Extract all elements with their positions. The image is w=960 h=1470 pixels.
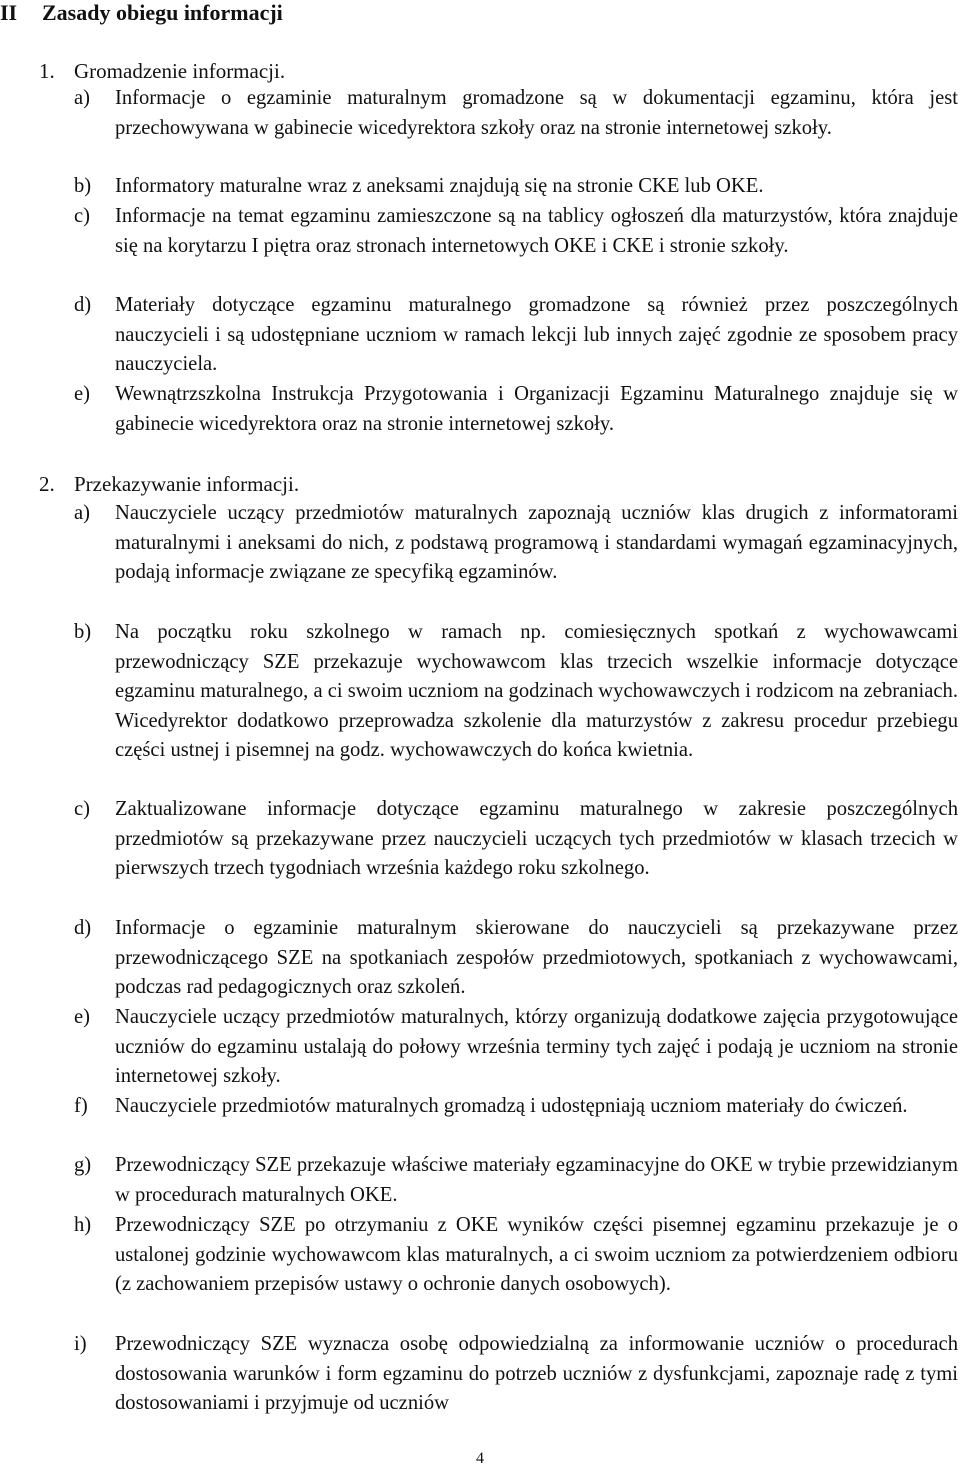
list-item <box>74 1211 958 1300</box>
list-item <box>74 1151 958 1210</box>
item-letter: d) <box>74 294 92 316</box>
list-item <box>74 172 958 202</box>
chapter-number: II <box>0 0 18 25</box>
list-item <box>74 291 958 380</box>
item-letter: e) <box>74 1006 90 1028</box>
item-letter: h) <box>74 1214 92 1236</box>
item-letter: b) <box>74 621 92 643</box>
list-item <box>74 618 958 766</box>
item-text: Informacje o egzaminie maturalnym gromadzone są w dokumentacji egzaminu, która jest przechowywana w gabinecie wicedyrektora szkoły oraz na stronie internetowej szkoły. <box>115 87 958 139</box>
list-item <box>74 1003 958 1092</box>
section-title: Przekazywanie informacji. <box>74 472 300 496</box>
list-item <box>74 1092 958 1122</box>
chapter-heading <box>0 0 283 26</box>
section-number: 1. <box>39 59 55 83</box>
item-text: Przewodniczący SZE wyznacza osobę odpowiedzialną za informowanie uczniów o procedurach dostosowania warunków i form egzaminu do potrzeb uczniów z dysfunkcjami, zapoznaje radę z tymi dostosowaniami i przyjmuje od uczniów <box>115 1333 958 1414</box>
item-letter: g) <box>74 1154 92 1176</box>
item-letter: e) <box>74 383 90 405</box>
item-letter: i) <box>74 1333 87 1355</box>
item-text: Przewodniczący SZE po otrzymaniu z OKE wyników części pisemnej egzaminu przekazuje je o ustalonej godzinie wychowawcom klas maturalnych, a ci swoim uczniom za potwierdzeniem odbioru (z zachowaniem przepisów ustawy o ochronie danych osobowych). <box>115 1214 958 1295</box>
list-item <box>74 914 958 1003</box>
item-text: Wewnątrzszkolna Instrukcja Przygotowania i Organizacji Egzaminu Maturalnego znajduje się w gabinecie wicedyrektora oraz na stronie internetowej szkoły. <box>115 383 958 435</box>
list-item <box>74 202 958 261</box>
item-letter: f) <box>74 1095 88 1117</box>
section-title: Gromadzenie informacji. <box>74 59 286 83</box>
item-text: Nauczyciele przedmiotów maturalnych gromadzą i udostępniają uczniom materiały do ćwiczeń. <box>115 1095 908 1117</box>
item-letter: a) <box>74 502 90 524</box>
list-item <box>74 380 958 439</box>
chapter-title: Zasady obiegu informacji <box>42 0 283 25</box>
list-item <box>74 795 958 884</box>
item-text: Informacje na temat egzaminu zamieszczone są na tablicy ogłoszeń dla maturzystów, która znajduje się na korytarzu I piętra oraz stronach internetowych OKE i CKE i stronie szkoły. <box>115 205 958 257</box>
section-heading-1 <box>39 58 285 84</box>
item-text: Nauczyciele uczący przedmiotów maturalnych, którzy organizują dodatkowe zajęcia przygotowujące uczniów do egzaminu ustalają do połowy września terminy tych zajęć i podają je uczniom na stronie internetowej szkoły. <box>115 1006 958 1087</box>
item-text: Nauczyciele uczący przedmiotów maturalnych zapoznają uczniów klas drugich z informatorami maturalnymi i aneksami do nich, z podstawą programową i standardami wymagań egzaminacyjnych, podają informacje związane ze specyfiką egzaminów. <box>115 502 958 583</box>
list-item <box>74 1330 958 1419</box>
list-item <box>74 84 958 143</box>
section-heading-2 <box>39 471 299 497</box>
item-text: Przewodniczący SZE przekazuje właściwe materiały egzaminacyjne do OKE w trybie przewidzianym w procedurach maturalnych OKE. <box>115 1154 958 1206</box>
item-letter: b) <box>74 175 92 197</box>
section-number: 2. <box>39 472 55 496</box>
item-text: Informacje o egzaminie maturalnym skierowane do nauczycieli są przekazywane przez przewodniczącego SZE na spotkaniach zespołów przedmiotowych, spotkaniach z wychowawcami, podczas rad pedagogicznych oraz szkoleń. <box>115 917 958 998</box>
item-letter: d) <box>74 917 92 939</box>
item-letter: c) <box>74 798 90 820</box>
item-letter: c) <box>74 205 90 227</box>
page-number: 4 <box>476 1450 484 1467</box>
list-item <box>74 499 958 588</box>
item-text: Informatory maturalne wraz z aneksami znajdują się na stronie CKE lub OKE. <box>115 175 764 197</box>
item-text: Na początku roku szkolnego w ramach np. comiesięcznych spotkań z wychowawcami przewodniczący SZE przekazuje wychowawcom klas trzecich wszelkie informacje dotyczące egzaminu maturalnego, a ci swoim uczniom na godzinach wychowawczych i rodzicom na zebraniach. Wicedyrektor dodatkowo przeprowadza szkolenie dla maturzystów z zakresu procedur przebiegu części ustnej i pisemnej na godz. wychowawczych do końca kwietnia. <box>115 621 958 761</box>
item-text: Materiały dotyczące egzaminu maturalnego gromadzone są również przez poszczególnych nauczycieli i są udostępniane uczniom w ramach lekcji lub innych zajęć zgodnie ze sposobem pracy nauczyciela. <box>115 294 958 375</box>
item-text: Zaktualizowane informacje dotyczące egzaminu maturalnego w zakresie poszczególnych przedmiotów są przekazywane przez nauczycieli uczących tych przedmiotów w klasach trzecich w pierwszych trzech tygodniach września każdego roku szkolnego. <box>115 798 958 879</box>
item-letter: a) <box>74 87 90 109</box>
